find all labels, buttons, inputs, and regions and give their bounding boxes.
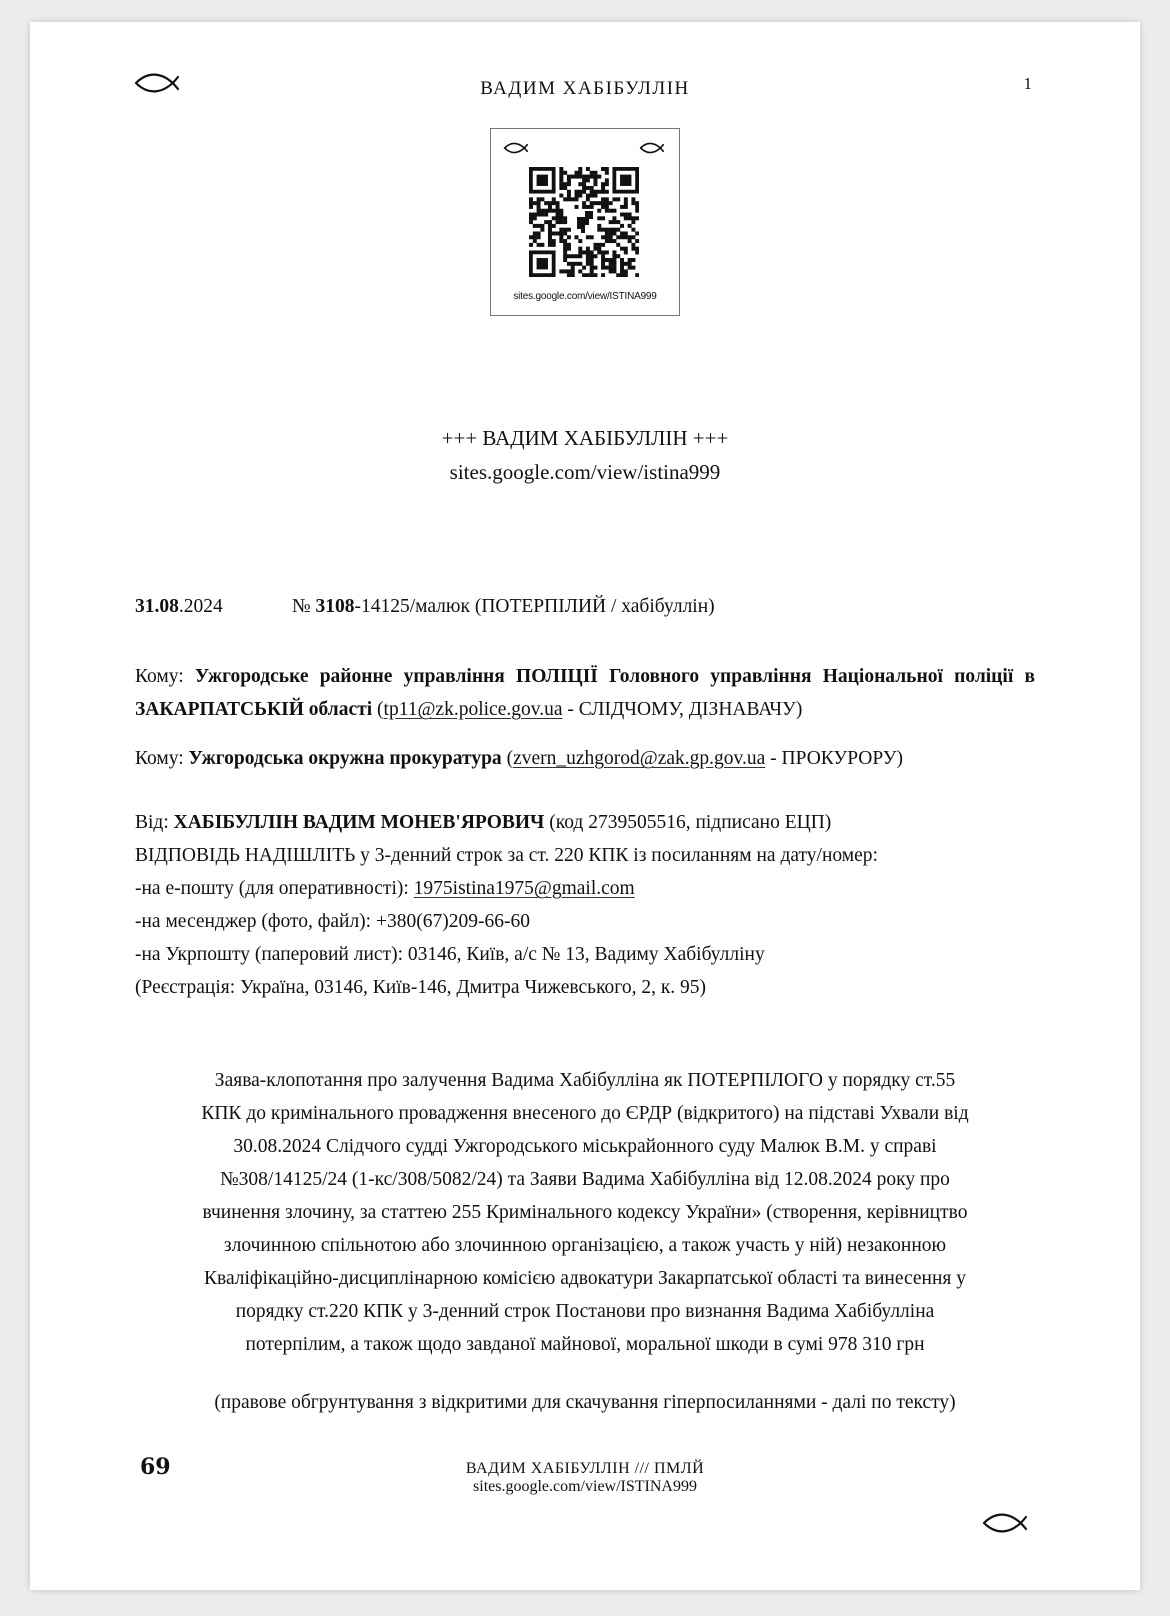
page-number: 1 [1023,74,1032,93]
recipient-prosecutor-org: Ужгородська окружна прокуратура [188,748,502,769]
document-page [30,22,1140,1590]
qr-code-block[interactable] [490,128,680,316]
qr-code-icon [529,167,639,277]
banner-url[interactable]: sites.google.com/view/istina999 [449,460,721,484]
registration-line: (Реєстрація: Україна, 03146, Київ-146, Дмитра Чижевського, 2, к. 95) [135,977,707,998]
footer-url[interactable]: sites.google.com/view/ISTINA999 [473,1478,697,1495]
header-author-name: ВАДИМ ХАБІБУЛЛІН [480,78,690,99]
date-number-line [135,596,715,618]
reply-email-line: -на е-пошту (для оперативності): 1975istina1975@gmail.com [135,878,635,899]
sender-block [135,806,1035,1004]
reply-messenger-line: -на месенджер (фото, файл): +380(67)209-66-60 [135,911,530,932]
statement-line: потерпілим, а також щодо завданої майнової, моральної шкоди в сумі 978 310 грн [245,1334,925,1355]
recipient-police: Кому: Ужгородське районне управління ПОЛІЦІЇ Головного управління Національної поліції в ЗАКАРПАТСЬКІЙ області (tp11@zk.police.gov.ua - СЛІДЧОМУ, ДІЗНАВАЧУ) [135,666,1035,720]
sender-line: Від: ХАБІБУЛЛІН ВАДИМ МОНЕВ'ЯРОВИЧ (код 2739505516, підписано ЕЦП) [135,812,832,833]
footer-logo: 69 [140,1454,171,1480]
statement-line: Кваліфікаційно-дисциплінарною комісією адвокатури Закарпатської області та винесення у [203,1268,967,1289]
footer-author: ВАДИМ ХАБІБУЛЛІН /// ПМЛЙ [465,1460,705,1477]
sender-name: ХАБІБУЛЛІН ВАДИМ МОНЕВ'ЯРОВИЧ [173,812,545,833]
reply-post-line: -на Укрпошту (паперовий лист): 03146, Київ, а/с № 13, Вадиму Хабібулліну [135,944,765,965]
prosecutor-email-link[interactable]: zvern_uzhgorod@zak.gp.gov.ua [513,748,766,769]
banner-title: +++ ВАДИМ ХАБІБУЛЛІН +++ [441,426,729,450]
doc-date: 31.08.2024 [135,596,223,617]
statement-line: КПК до кримінального провадження внесеного до ЄРДР (відкритого) на підставі Ухвали від [201,1103,969,1124]
legal-basis-note: (правове обгрунтування з відкритими для скачування гіперпосиланнями - далі по тексту) [214,1392,956,1413]
statement-line: №308/14125/24 (1-кс/308/5082/24) та Заяви Вадима Хабібулліна від 12.08.2024 року про [220,1169,950,1190]
doc-number: № 3108-14125/малюк (ПОТЕРПІЛИЙ / хабібуллін) [292,596,715,617]
statement-line: злочинною спільнотою або злочинною організацією, а також участь у ній) незаконною [223,1235,947,1256]
reply-instruction: ВІДПОВІДЬ НАДІШЛІТЬ у 3-денний строк за ст. 220 КПК із посиланням на дату/номер: [135,845,878,866]
fish-icon [639,141,667,155]
statement-line: 30.08.2024 Слідчого судді Ужгородського міськрайонного суду Малюк В.М. у справі [233,1136,937,1157]
fish-icon [503,141,531,155]
statement-line: Заява-клопотання про залучення Вадима Хабібулліна як ПОТЕРПІЛОГО у порядку ст.55 [214,1070,956,1091]
recipient-police-org: Ужгородське районне управління ПОЛІЦІЇ Головного управління Національної поліції в ЗАКАРПАТСЬКІЙ області [135,666,1035,720]
statement-title [145,1064,1025,1361]
statement-line: порядку ст.220 КПК у 3-денний строк Постанови про визнання Вадима Хабібулліна [235,1301,935,1322]
sender-email-link[interactable]: 1975istina1975@gmail.com [413,878,635,899]
fish-icon [982,1510,1032,1536]
statement-line: вчинення злочину, за статтею 255 Кримінального кодексу України» (створення, керівництво [202,1202,968,1223]
police-email-link[interactable]: tp11@zk.police.gov.ua [383,699,563,720]
recipient-prosecutor: Кому: Ужгородська окружна прокуратура (zvern_uzhgorod@zak.gp.gov.ua - ПРОКУРОРУ) [135,748,904,769]
qr-url-caption: sites.google.com/view/ISTINA999 [513,291,657,302]
